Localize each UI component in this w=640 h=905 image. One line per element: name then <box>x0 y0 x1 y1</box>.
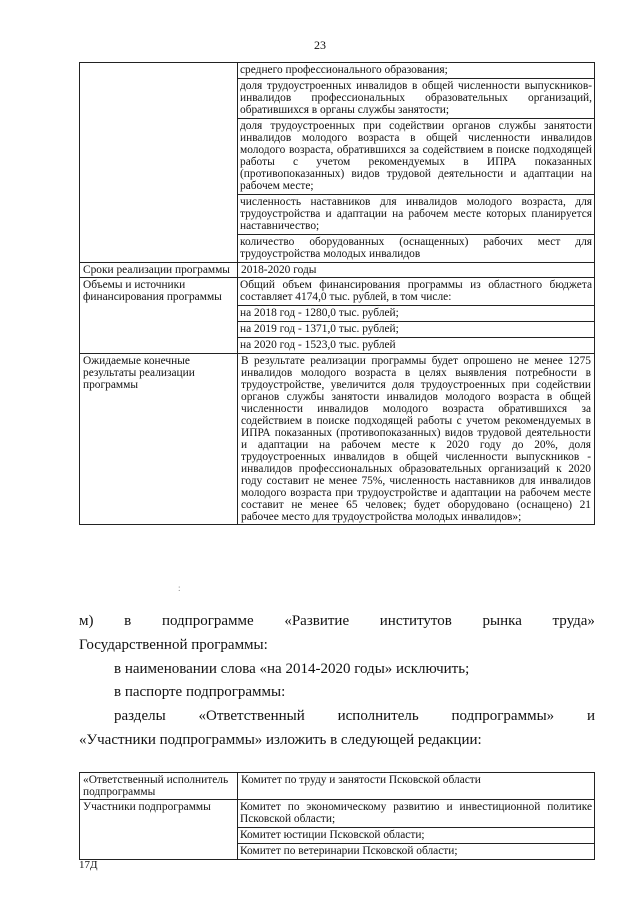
row-label-period: Сроки реализации программы <box>80 263 238 278</box>
word: подпрограмме <box>161 613 254 629</box>
participant-line: Комитет юстиции Псковской области; <box>238 827 594 843</box>
table-row <box>80 773 595 800</box>
table-row <box>80 354 595 525</box>
word: рынка <box>482 613 522 629</box>
paragraph-sections-line2: «Участники подпрограммы» изложить в следующей редакции: <box>79 732 482 748</box>
indicator-line: количество оборудованных (оснащенных) рабочих мест для трудоустройства молодых инвалидов <box>240 236 592 260</box>
funding-line: Общий объем финансирования программы из областного бюджета составляет 4174,0 тыс. рублей, в том числе: <box>240 279 592 303</box>
word: «Развитие <box>284 613 350 629</box>
paragraph-m-line2: Государственной программы: <box>79 637 268 653</box>
word: исполнитель <box>337 708 419 724</box>
row-value-results: В результате реализации программы будет опрошено не менее 1275 инвалидов молодого возраста в целях выявления потребности в трудоустройстве, увеличится доля трудоустроенных при содействии органов службы занятости инвалидов молодого возраста в общей численности инвалидов молодого возраста обратившихся за содействием в поиске подходящей работы с учетом рекомендуемых в ИПРА показанных (противопоказанных) видов трудовой деятельности и адаптации на рабочем месте к 2020 году до 20%, доля трудоустроенных инвалидов в общей численности выпускников - инвалидов профессиональных образовательных организаций к 2020 году составит не менее 75%, численность наставников для инвалидов молодого возраста при трудоустройстве и адаптации на рабочем месте составит не менее 65 человек; будет оборудовано (оснащено) 21 рабочее место для трудоустройства молодых инвалидов»; <box>238 354 595 525</box>
table-cell-label <box>80 63 238 263</box>
word: и <box>586 708 595 724</box>
word: институтов <box>379 613 452 629</box>
word: труда» <box>552 613 595 629</box>
program-passport-table <box>79 62 595 525</box>
row-label-funding: Объемы и источники финансирования программы <box>80 278 238 354</box>
row-value-participants <box>238 800 595 860</box>
indicator-line: доля трудоустроенных инвалидов в общей численности выпускников-инвалидов профессиональных образовательных организаций, обратившихся в органы службы занятости; <box>240 80 592 116</box>
paragraph-passport: в паспорте подпрограммы: <box>114 684 286 700</box>
funding-line: на 2020 год - 1523,0 тыс. рублей <box>238 337 594 353</box>
indicator-line: среднего профессионального образования; <box>240 64 448 76</box>
page-number: 23 <box>314 38 326 52</box>
row-value-responsible: Комитет по труду и занятости Псковской области <box>238 773 595 800</box>
funding-line: на 2018 год - 1280,0 тыс. рублей; <box>238 305 594 321</box>
word: разделы <box>114 708 166 724</box>
word: «Ответственный <box>198 708 305 724</box>
footer-code: 17Д <box>79 859 98 871</box>
row-label-results: Ожидаемые конечные результаты реализации программы <box>80 354 238 525</box>
word: в <box>124 613 132 629</box>
margin-mark: : <box>178 583 181 593</box>
participant-line: Комитет по экономическому развитию и инвестиционной политике Псковской области; <box>240 801 592 825</box>
row-label-responsible: «Ответственный исполнитель подпрограммы <box>80 773 238 800</box>
word: подпрограммы» <box>451 708 555 724</box>
word: м) <box>79 613 94 629</box>
funding-line: на 2019 год - 1371,0 тыс. рублей; <box>238 321 594 337</box>
table-cell-indicators <box>238 63 595 263</box>
table-row <box>80 63 595 263</box>
subprogram-passport-table <box>79 772 595 860</box>
row-value-period: 2018-2020 годы <box>238 263 595 278</box>
indicator-line: численность наставников для инвалидов молодого возраста, для трудоустройства и адаптации на рабочем месте которых планируется наставничество; <box>240 196 592 232</box>
indicator-line: доля трудоустроенных при содействии органов службы занятости инвалидов молодого возраста в общей численности инвалидов молодого возраста, обратившихся за содействием в поиске подходящей работы с учетом рекомендуемых в ИПРА показанных (противопоказанных) видов трудовой деятельности и адаптации на рабочем месте; <box>240 120 592 192</box>
paragraph-name-change: в наименовании слова «на 2014-2020 годы» исключить; <box>114 661 470 677</box>
paragraph-m-line1 <box>79 612 595 631</box>
table-row <box>80 278 595 354</box>
table-row <box>80 800 595 860</box>
participant-line: Комитет по ветеринарии Псковской области; <box>238 843 594 859</box>
row-label-participants: Участники подпрограммы <box>80 800 238 860</box>
row-value-funding <box>238 278 595 354</box>
table-row <box>80 263 595 278</box>
paragraph-sections-line1 <box>114 707 595 726</box>
